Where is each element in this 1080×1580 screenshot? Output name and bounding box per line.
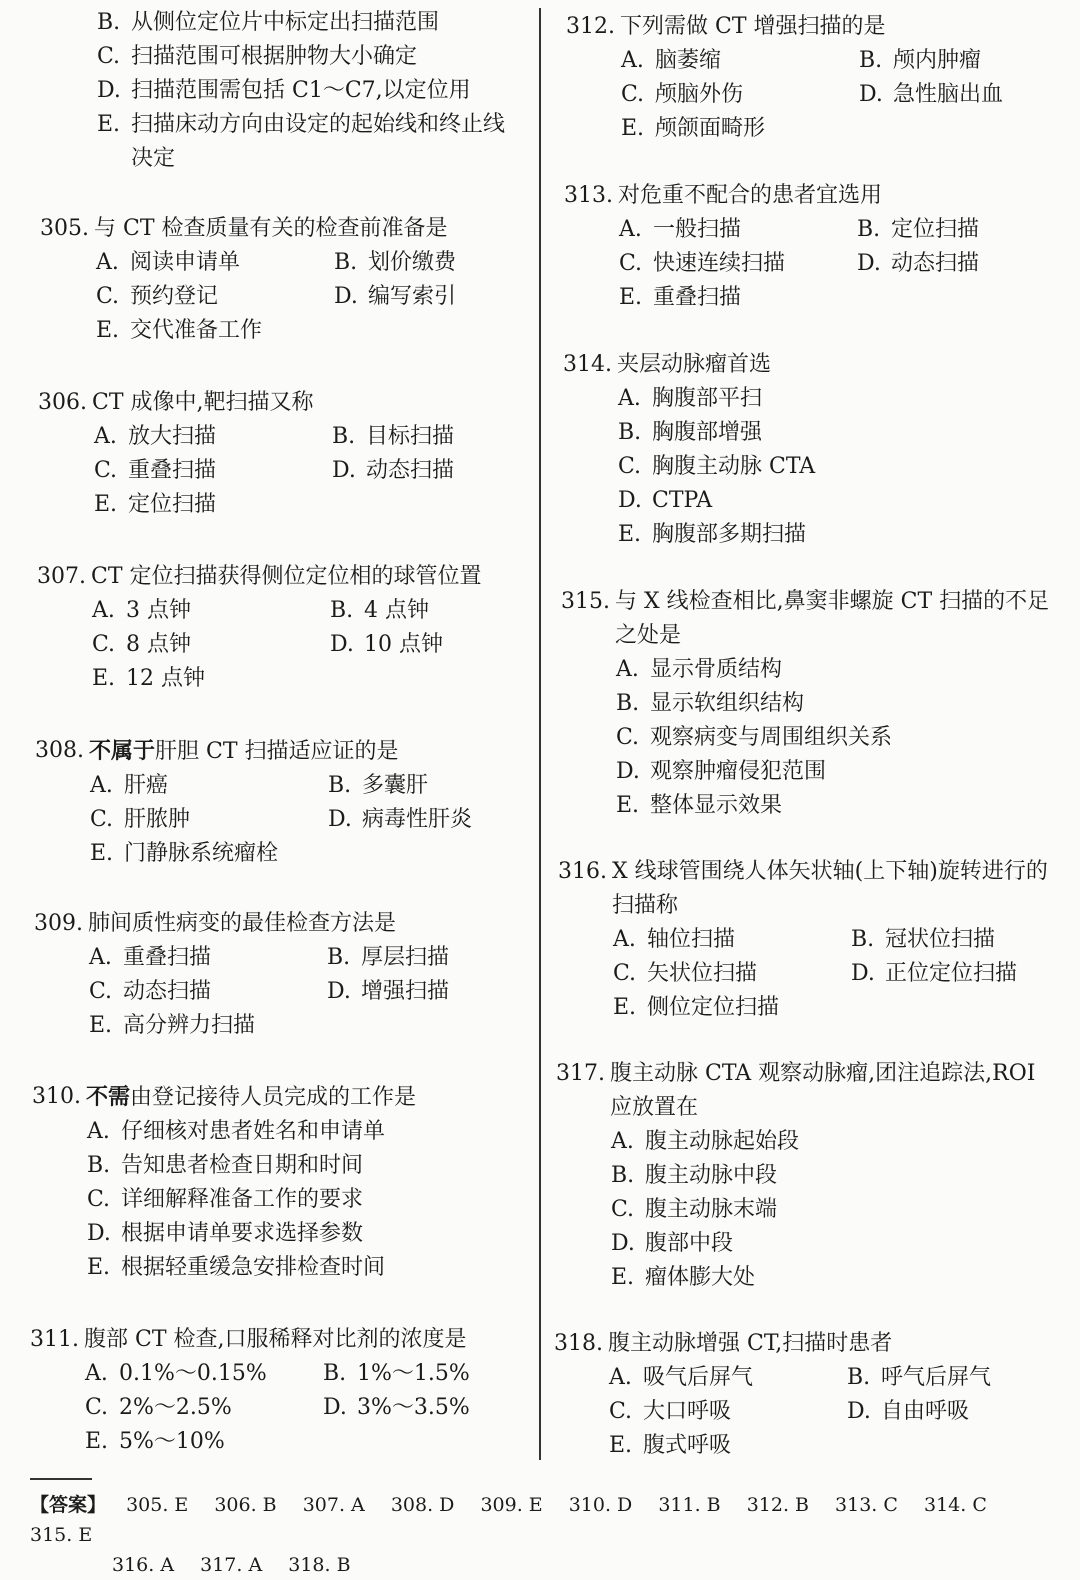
answer-item: 312. B [746,1493,809,1516]
option-c: C. 观察病变与周围组织关系 [616,725,893,750]
answer-item: 313. C [835,1493,898,1516]
answer-item: 316. A [112,1553,175,1576]
option-a: A. 腹主动脉起始段 [611,1129,800,1154]
option-d: D. 观察肿瘤侵犯范围 [616,759,827,784]
option-b: B. 多囊肝 [328,773,429,798]
option-c: C. 动态扫描 [89,979,212,1004]
option-a: A. 仔细核对患者姓名和申请单 [87,1119,386,1144]
option-e: E. 整体显示效果 [616,793,783,818]
question-stem: 与 X 线检查相比,鼻窦非螺旋 CT 扫描的不足之处是 [615,589,1050,648]
option-e: E. 颅颌面畸形 [621,116,766,141]
option-b: B. 胸腹部增强 [618,420,763,445]
question-307: 307. CT 定位扫描获得侧位定位相的球管位置 A. 3 点钟 B. 4 点钟 C. 8 点钟 D. 10 点钟 E. 12 点钟 [37,560,482,696]
option-e: E. 腹式呼吸 [609,1433,732,1458]
option-d: D. 增强扫描 [327,979,450,1004]
option-d: D. 10 点钟 [330,632,443,657]
option-d: D. 动态扫描 [857,251,980,276]
option-c: C. 重叠扫描 [94,458,217,483]
option-d: D. 急性脑出血 [859,82,1004,107]
option-e: E. 扫描床动方向由设定的起始线和终止线决定 [97,112,506,171]
option-c: C. 大口呼吸 [609,1399,732,1424]
option-a: A. 肝癌 [90,773,169,798]
question-314: 314. 夹层动脉瘤首选 A. 胸腹部平扫 B. 胸腹部增强 C. 胸腹主动脉 CTA D. CTPA E. 胸腹部多期扫描 [563,348,815,552]
option-d: D. 3%～3.5% [323,1395,470,1420]
question-316: 316. X 线球管围绕人体矢状轴(上下轴)旋转进行的扫描称 A. 轴位扫描 B. 冠状位扫描 C. 矢状位扫描 D. 正位定位扫描 E. 侧位定位扫描 [558,855,1052,1025]
option-c: C. 腹主动脉末端 [611,1197,778,1222]
option-b: B. 颅内肿瘤 [859,48,982,73]
question-305: 305. 与 CT 检查质量有关的检查前准备是 A. 阅读申请单 B. 划价缴费 C. 预约登记 D. 编写索引 E. 交代准备工作 [40,212,456,348]
option-b: B. 从侧位定位片中标定出扫描范围 [97,10,440,35]
answer-row-1 [30,1490,1060,1550]
question-stem: 夹层动脉瘤首选 [617,352,772,377]
option-b: B. 厚层扫描 [327,945,450,970]
option-a: A. 0.1%～0.15% [85,1361,267,1386]
option-b: B. 目标扫描 [332,424,455,449]
option-e: E. 定位扫描 [94,492,217,517]
answer-item: 306. B [214,1493,277,1516]
option-d: D. CTPA [618,488,713,513]
option-a: A. 重叠扫描 [89,945,212,970]
question-stem: 腹主动脉增强 CT,扫描时患者 [608,1331,893,1356]
option-c: C. 2%～2.5% [85,1395,232,1420]
answer-item: 317. A [200,1553,263,1576]
answer-row-2 [30,1550,1060,1580]
option-a: A. 3 点钟 [92,598,191,623]
question-318: 318. 腹主动脉增强 CT,扫描时患者 A. 吸气后屏气 B. 呼气后屏气 C. 大口呼吸 D. 自由呼吸 E. 腹式呼吸 [554,1327,991,1463]
question-stem: 与 CT 检查质量有关的检查前准备是 [94,216,448,241]
option-c: C. 颅脑外伤 [621,82,744,107]
option-d: D. 编写索引 [334,284,457,309]
option-d: D. 自由呼吸 [847,1399,970,1424]
option-b: B. 定位扫描 [857,217,980,242]
option-a: A. 轴位扫描 [613,927,736,952]
answer-item: 310. D [568,1493,633,1516]
option-a: A. 显示骨质结构 [616,657,783,682]
option-e: E. 重叠扫描 [619,285,742,310]
answer-label: 【答案】 [30,1493,107,1516]
question-stem: CT 定位扫描获得侧位定位相的球管位置 [91,564,482,589]
question-stem: 腹主动脉 CTA 观察动脉瘤,团注追踪法,ROI 应放置在 [610,1061,1036,1120]
option-e: E. 5%～10% [85,1429,225,1454]
option-c: C. 胸腹主动脉 CTA [618,454,816,479]
option-c: C. 快速连续扫描 [619,251,786,276]
option-b: B. 划价缴费 [334,250,457,275]
option-b: B. 呼气后屏气 [847,1365,992,1390]
option-b: B. 腹主动脉中段 [611,1163,778,1188]
option-e: E. 高分辨力扫描 [89,1013,256,1038]
option-a: A. 放大扫描 [94,424,217,449]
question-312: 312. 下列需做 CT 增强扫描的是 A. 脑萎缩 B. 颅内肿瘤 C. 颅脑外伤 D. 急性脑出血 E. 颅颌面畸形 [566,10,1003,146]
question-315: 315. 与 X 线检查相比,鼻窦非螺旋 CT 扫描的不足之处是 A. 显示骨质结构 B. 显示软组织结构 C. 观察病变与周围组织关系 D. 观察肿瘤侵犯范围 E. 整体显示效果 [561,585,1055,823]
answer-item: 308. D [390,1493,455,1516]
option-e: E. 12 点钟 [92,666,205,691]
option-a: A. 一般扫描 [619,217,742,242]
option-c: C. 矢状位扫描 [613,961,758,986]
answer-item: 309. E [480,1493,543,1516]
question-313: 313. 对危重不配合的患者宜选用 A. 一般扫描 B. 定位扫描 C. 快速连续扫描 D. 动态扫描 E. 重叠扫描 [564,179,979,315]
question-311: 311. 腹部 CT 检查,口服稀释对比剂的浓度是 A. 0.1%～0.15% B. 1%～1.5% C. 2%～2.5% D. 3%～3.5% E. 5%～10% [30,1323,470,1459]
option-d: D. 病毒性肝炎 [328,807,473,832]
option-d: D. 扫描范围需包括 C1～C7,以定位用 [97,78,471,103]
question-stem: 下列需做 CT 增强扫描的是 [620,14,886,39]
question-317: 317. 腹主动脉 CTA 观察动脉瘤,团注追踪法,ROI 应放置在 A. 腹主动脉起始段 B. 腹主动脉中段 C. 腹主动脉末端 D. 腹部中段 E. 瘤体膨大处 [556,1057,1055,1295]
answer-rule [30,1478,92,1480]
option-b: B. 显示软组织结构 [616,691,805,716]
option-d: D. 根据申请单要求选择参数 [87,1221,364,1246]
answer-item: 314. C [923,1493,987,1516]
option-c: C. 详细解释准备工作的要求 [87,1187,364,1212]
option-b: B. 4 点钟 [330,598,429,623]
option-e: E. 根据轻重缓急安排检查时间 [87,1255,386,1280]
option-c: C. 扫描范围可根据肿物大小确定 [97,44,418,69]
option-e: E. 瘤体膨大处 [611,1265,756,1290]
option-e: E. 侧位定位扫描 [613,995,780,1020]
question-stem: X 线球管围绕人体矢状轴(上下轴)旋转进行的扫描称 [612,859,1048,918]
answer-item: 307. A [302,1493,365,1516]
question-309: 309. 肺间质性病变的最佳检查方法是 A. 重叠扫描 B. 厚层扫描 C. 动态扫描 D. 增强扫描 E. 高分辨力扫描 [34,907,449,1043]
option-e: E. 交代准备工作 [96,318,263,343]
option-b: B. 冠状位扫描 [851,927,996,952]
option-c: C. 预约登记 [96,284,219,309]
option-b: B. 告知患者检查日期和时间 [87,1153,364,1178]
option-d: D. 动态扫描 [332,458,455,483]
option-c: C. 肝脓肿 [90,807,191,832]
answer-key [30,1478,1060,1580]
column-divider [539,8,541,1460]
option-b: B. 1%～1.5% [323,1361,470,1386]
question-stem: 对危重不配合的患者宜选用 [618,183,883,208]
question-stem: CT 成像中,靶扫描又称 [92,390,314,415]
question-stem: 肺间质性病变的最佳检查方法是 [88,911,397,936]
question-304-continued [97,6,527,176]
question-308: 308. 不属于肝胆 CT 扫描适应证的是 A. 肝癌 B. 多囊肝 C. 肝脓肿 D. 病毒性肝炎 E. 门静脉系统瘤栓 [35,734,472,871]
answer-item: 315. E [30,1523,93,1546]
option-a: A. 胸腹部平扫 [618,386,763,411]
option-a: A. 阅读申请单 [96,250,241,275]
option-a: A. 脑萎缩 [621,48,722,73]
option-a: A. 吸气后屏气 [609,1365,754,1390]
question-310: 310. 不需由登记接待人员完成的工作是 A. 仔细核对患者姓名和申请单 B. 告知患者检查日期和时间 C. 详细解释准备工作的要求 D. 根据申请单要求选择参数 E. 根据轻重缓急安排检查时间 [32,1080,416,1285]
question-stem: 不需由登记接待人员完成的工作是 [86,1084,417,1110]
option-c: C. 8 点钟 [92,632,191,657]
answer-item: 318. B [288,1553,351,1576]
option-d: D. 正位定位扫描 [851,961,1018,986]
question-stem: 腹部 CT 检查,口服稀释对比剂的浓度是 [84,1327,467,1352]
question-stem: 不属于肝胆 CT 扫描适应证的是 [89,738,399,764]
option-e: E. 门静脉系统瘤栓 [90,841,279,866]
option-d: D. 腹部中段 [611,1231,734,1256]
question-306: 306. CT 成像中,靶扫描又称 A. 放大扫描 B. 目标扫描 C. 重叠扫描 D. 动态扫描 E. 定位扫描 [38,386,454,522]
answer-item: 305. E [126,1493,189,1516]
answer-item: 311. B [658,1493,721,1516]
option-e: E. 胸腹部多期扫描 [618,522,807,547]
